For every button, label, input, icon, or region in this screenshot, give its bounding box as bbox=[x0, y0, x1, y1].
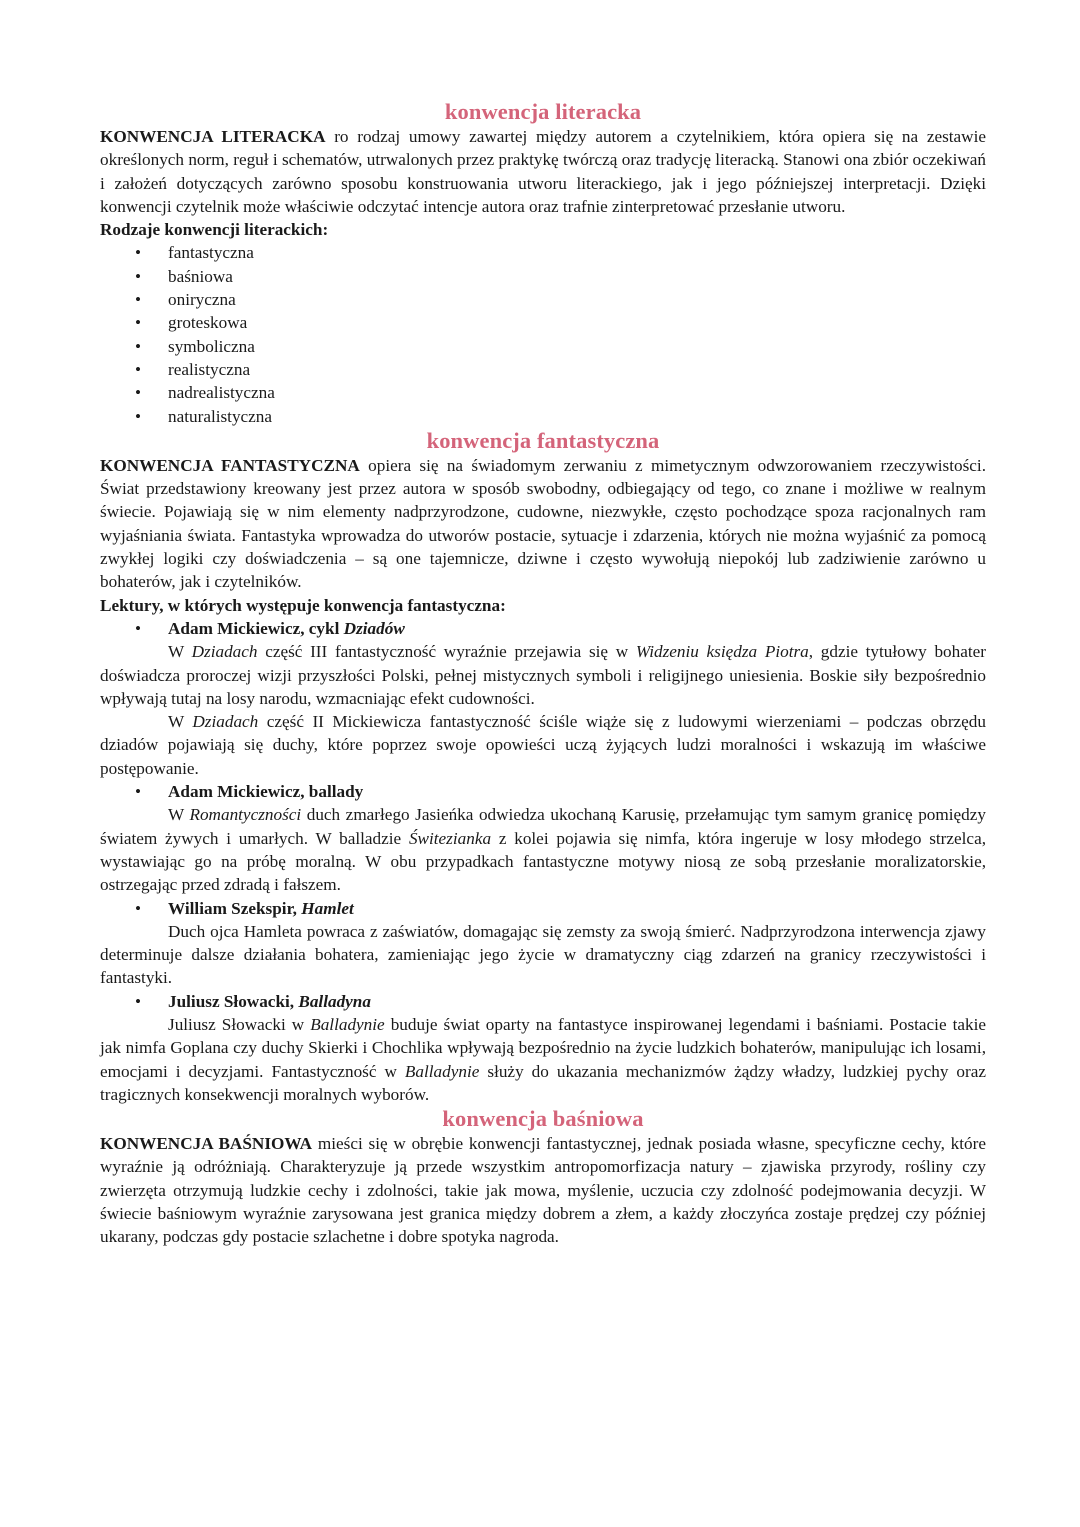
list-item bbox=[100, 780, 986, 803]
paragraph-text: buduje świat oparty na fantastyce inspirowanej legendami i baśniami. Postacie takie jak nimfa Goplana czy duchy Skierki i Chochlika wpływają bezpośrednio na życie ludzkich bohaterów, manipulując ich losami, emocjami i decyzjami. Fantastyczność w bbox=[100, 1014, 986, 1081]
paragraph-text: , gdzie tytułowy bohater doświadcza proroczej wizji przyszłości Polski, pełnej mistycznych symboli i religijnego uniesienia. Boskie siły bezpośrednio wpływają tutaj na losy narodu, wzmacniając efekt cudowności. bbox=[100, 642, 986, 708]
document-content bbox=[100, 99, 986, 1249]
paragraph-text: W bbox=[168, 805, 190, 825]
list-item-label: nadrealistyczna bbox=[168, 383, 275, 403]
list-item bbox=[100, 335, 986, 358]
work-author-label: Juliusz Słowacki, bbox=[168, 991, 299, 1011]
paragraph-text: W bbox=[168, 712, 193, 732]
list-item-label: baśniowa bbox=[168, 266, 233, 286]
paragraph-text: część II Mickiewicza fantastyczność ściśle wiąże się z ludowymi wierzeniami – podczas obrzędu dziadów pojawiają się duchy, które poprzez swoje opowieści uczą żyjących ludzi moralności i wskazują im właściwe postępowanie. bbox=[100, 712, 986, 778]
bullet-icon: • bbox=[135, 359, 142, 379]
paragraph-text: W bbox=[168, 642, 192, 662]
work-bullet-list bbox=[100, 897, 986, 920]
work-description-paragraph bbox=[100, 710, 986, 780]
work-entry bbox=[100, 780, 986, 896]
list-item-label: realistyczna bbox=[168, 359, 251, 379]
bullet-icon: • bbox=[135, 991, 142, 1011]
bullet-icon: • bbox=[135, 290, 142, 310]
paragraph-text: z kolei pojawia się nimfa, która ingeruje w losy młodego strzelca, wystawiając go na próbę moralną. W obu przypadkach fantastyczne motywy niosą ze sobą przesłanie moralizatorskie, ostrzegając przed zdradą i fałszem. bbox=[100, 828, 986, 895]
paragraph-konwencja-fantastyczna-intro bbox=[100, 454, 986, 594]
list-item bbox=[100, 990, 986, 1013]
bullet-icon: • bbox=[135, 618, 142, 638]
list-item-label: oniryczna bbox=[168, 290, 236, 310]
list-item bbox=[100, 311, 986, 334]
work-author-label: Adam Mickiewicz, ballady bbox=[168, 782, 364, 802]
list-item bbox=[100, 241, 986, 264]
work-entry bbox=[100, 990, 986, 1106]
work-description-paragraph bbox=[100, 920, 986, 990]
list-item-label: groteskowa bbox=[168, 313, 248, 333]
paragraph-text: Duch ojca Hamleta powraca z zaświatów, domagając się zemsty za swoją śmierć. Nadprzyrodzona interwencja zjawy determinuje dalsze działania bohatera, zamieniając jego życie w dramatyczny ciąg zdarzeń na granicy rzeczywistości i fantastyki. bbox=[100, 921, 986, 988]
bullet-icon: • bbox=[135, 336, 142, 356]
list-item bbox=[100, 381, 986, 404]
work-bullet-list bbox=[100, 780, 986, 803]
paragraph-konwencja-basniowa-intro bbox=[100, 1132, 986, 1248]
list-rodzaje-konwencji bbox=[100, 241, 986, 427]
work-author-label: Adam Mickiewicz, cykl bbox=[168, 618, 344, 638]
title-italic: Romantyczności bbox=[189, 805, 302, 825]
list-item-label: fantastyczna bbox=[168, 243, 254, 263]
bullet-icon: • bbox=[135, 406, 142, 426]
list-heading-lektury-fantastyczna: Lektury, w których występuje konwencja fantastyczna: bbox=[100, 595, 506, 615]
bullet-icon: • bbox=[135, 243, 142, 263]
bullet-icon: • bbox=[135, 313, 142, 333]
bullet-icon: • bbox=[135, 383, 142, 403]
paragraph-text: ro rodzaj umowy zawartej między autorem a czytelnikiem, która opiera się na zestawie określonych norm, reguł i schematów, utrwalonych przez praktykę twórczą oraz tradycję literacką. Stanowi ona zbiór oczekiwań i założeń dotyczących zarówno sposobu konstruowania utworu literackiego, jak i jego późniejszej interpretacji. Dzięki konwencji czytelnik może właściwie odczytać intencje autora oraz trafnie zinterpretować przesłanie utworu. bbox=[100, 127, 986, 216]
list-item bbox=[100, 897, 986, 920]
title-italic: Dziadach bbox=[191, 642, 258, 662]
lead-term-konwencja-basniowa: KONWENCJA BAŚNIOWA bbox=[100, 1134, 313, 1154]
lead-term-konwencja-fantastyczna: KONWENCJA FANTASTYCZNA bbox=[100, 455, 360, 475]
paragraph-text: mieści się w obrębie konwencji fantastycznej, jednak posiada własne, specyficzne cechy, które wyraźnie ją odróżniają. Charakteryzuje ją przede wszystkim antropomorfizacja natury – zjawiska przyrody, rośliny czy zwierzęta otrzymują ludzkie cechy i zdolności, takie jak mowa, myślenie, uczucia czy zdolność podejmowania decyzji. W świecie baśniowym wyraźnie zarysowana jest granica między dobrem a złem, a każdy złoczyńca zostaje prędzej czy później ukarany, podczas gdy postacie szlachetne i dobre spotyka nagroda. bbox=[100, 1134, 986, 1247]
list-item-label: naturalistyczna bbox=[168, 406, 273, 426]
bullet-icon: • bbox=[135, 782, 142, 802]
section-heading-konwencja-fantastyczna: konwencja fantastyczna bbox=[426, 427, 660, 453]
work-bullet-list bbox=[100, 990, 986, 1013]
paragraph-text: Juliusz Słowacki w bbox=[168, 1014, 311, 1034]
title-italic: Balladynie bbox=[404, 1061, 480, 1081]
list-item-label: symboliczna bbox=[168, 336, 255, 356]
list-item bbox=[100, 358, 986, 381]
works-list-fantastyczna bbox=[100, 617, 986, 1106]
list-item bbox=[100, 288, 986, 311]
work-title-label: Hamlet bbox=[301, 898, 354, 918]
work-entry bbox=[100, 617, 986, 780]
paragraph-konwencja-literacka-intro bbox=[100, 125, 986, 218]
bullet-icon: • bbox=[135, 898, 142, 918]
paragraph-text: duch zmarłego Jasieńka odwiedza ukochaną Karusię, przełamując tym samym granicę pomiędzy światem żywych i umarłych. W balladzie bbox=[100, 805, 986, 848]
lead-term-konwencja-literacka: KONWENCJA LITERACKA bbox=[100, 127, 326, 146]
title-italic: Balladynie bbox=[310, 1014, 385, 1034]
title-italic: Świtezianka bbox=[408, 828, 492, 848]
list-heading-rodzaje-konwencji: Rodzaje konwencji literackich: bbox=[100, 220, 329, 240]
list-item bbox=[100, 265, 986, 288]
title-italic: Dziadach bbox=[192, 712, 259, 732]
section-heading-konwencja-basniowa: konwencja baśniowa bbox=[442, 1106, 644, 1132]
paragraph-text: część III fantastyczność wyraźnie przejawia się w bbox=[257, 642, 636, 662]
work-description-paragraph bbox=[100, 640, 986, 710]
work-title-label: Balladyna bbox=[298, 991, 371, 1011]
work-entry bbox=[100, 897, 986, 990]
work-author-label: William Szekspir, bbox=[168, 898, 302, 918]
paragraph-text: opiera się na świadomym zerwaniu z mimetycznym odwzorowaniem rzeczywistości. Świat przedstawiony kreowany jest przez autora w sposób swobodny, odbiegający od tego, co znane i możliwe w realnym świecie. Pojawiają się w nim elementy nadprzyrodzone, cudowne, niezwykłe, często pochodzące spoza racjonalnych ram wyjaśniania świata. Fantastyka wprowadza do utworów postacie, sytuacje i zdarzenia, których nie można wyjaśnić za pomocą zwykłej logiki czy doświadczenia – są one tajemnicze, dziwne i często wywołują niepokój lub zadziwienie zarówno u bohaterów, jak i czytelników. bbox=[100, 455, 986, 592]
section-heading-konwencja-literacka: konwencja literacka bbox=[444, 99, 642, 124]
work-bullet-list bbox=[100, 617, 986, 640]
work-title-label: Dziadów bbox=[343, 618, 405, 638]
list-item bbox=[100, 405, 986, 428]
title-italic: Widzeniu księdza Piotra bbox=[635, 642, 809, 662]
work-description-paragraph bbox=[100, 803, 986, 896]
bullet-icon: • bbox=[135, 266, 142, 286]
list-item bbox=[100, 617, 986, 640]
work-description-paragraph bbox=[100, 1013, 986, 1106]
paragraph-text: służy do ukazania mechanizmów żądzy władzy, ludzkiej pychy oraz tragicznych konsekwencji moralnych wyborów. bbox=[100, 1061, 986, 1104]
